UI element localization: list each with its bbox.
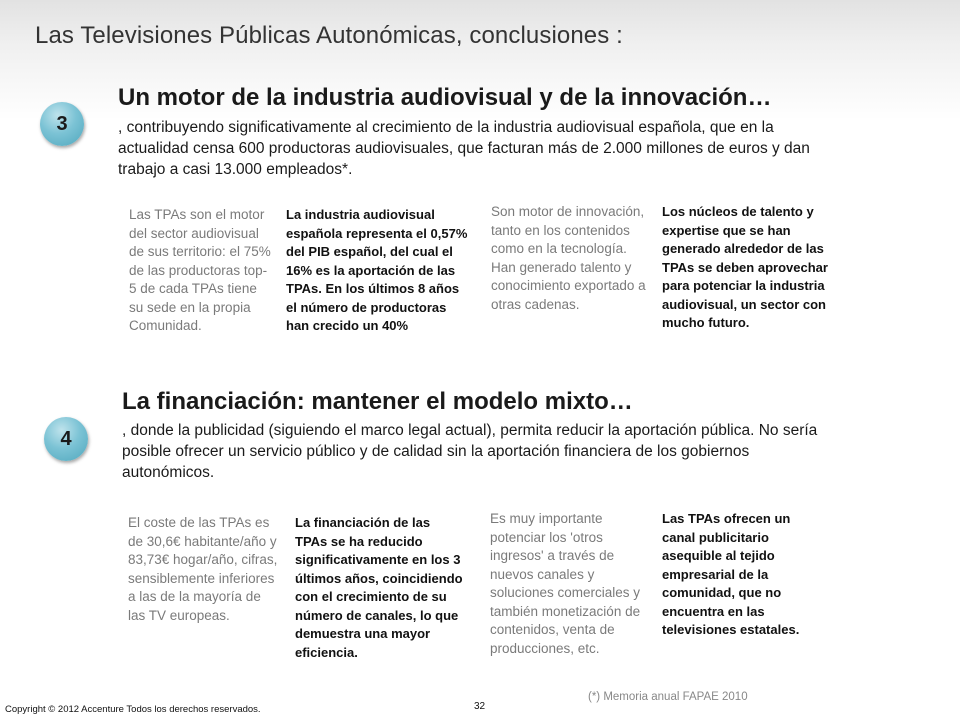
section-3-column-4: Los núcleos de talento y expertise que se han generado alrededor de las TPAs se deben aprovechar para potenciar la industria audiovisual, un sector con mucho futuro.: [662, 204, 828, 330]
footnote: (*) Memoria anual FAPAE 2010: [588, 691, 748, 703]
section-3-column-2: La industria audiovisual española representa el 0,57% del PIB español, del cual el 16% es la aportación de las TPAs. En los últimos 8 años el número de productoras han crecido un 40%: [286, 207, 468, 333]
section-4-column-2: La financiación de las TPAs se ha reducido significativamente en los 3 últimos años, coincidiendo con el crecimiento de su número de canales, lo que demuestra una mayor eficiencia.: [295, 515, 463, 660]
page-number: 32: [474, 701, 486, 712]
section-4-number-badge: 4: [44, 417, 88, 461]
section-4-column-4: Las TPAs ofrecen un canal publicitario asequible al tejido empresarial de la comunidad, que no encuentra en las televisiones estatales.: [662, 511, 800, 637]
section-3-number-badge: 3: [40, 102, 84, 146]
section-3-column-3: Son motor de innovación, tanto en los contenidos como en la tecnología. Han generado talento y conocimiento exportado a otras cadenas.: [491, 204, 646, 312]
section-3-body: , contribuyendo significativamente al crecimiento de la industria audiovisual española, que en la actualidad censa 600 productoras audiovisuales, que facturan más de 2.000 millones de euros y dan trabajo a casi 13.000 empleados*.: [118, 119, 810, 178]
section-4-body: , donde la publicidad (siguiendo el marco legal actual), permita reducir la aportación pública. No sería posible ofrecer un servicio público y de calidad sin la aportación financiera de los gobiernos autonómicos.: [122, 422, 818, 481]
section-4-column-3: Es muy importante potenciar los 'otros ingresos' a través de nuevos canales y soluciones comerciales y también monetización de contenidos, venta de producciones, etc.: [490, 511, 641, 656]
slide-title: Las Televisiones Públicas Autonómicas, conclusiones :: [35, 22, 623, 49]
section-4-column-1: El coste de las TPAs es de 30,6€ habitante/año y 83,73€ hogar/año, cifras, sensiblemente inferiores a las de la mayoría de las TV europeas.: [128, 515, 278, 623]
copyright: Copyright © 2012 Accenture Todos los derechos reservados.: [5, 704, 261, 715]
section-3-column-1: Las TPAs son el motor del sector audiovisual de sus territorio: el 75% de las productoras top-5 de cada TPAs tiene su sede en la propia Comunidad.: [129, 207, 271, 333]
section-4-heading: La financiación: mantener el modelo mixto…: [122, 388, 633, 415]
section-3-heading: Un motor de la industria audiovisual y de la innovación…: [118, 84, 772, 111]
